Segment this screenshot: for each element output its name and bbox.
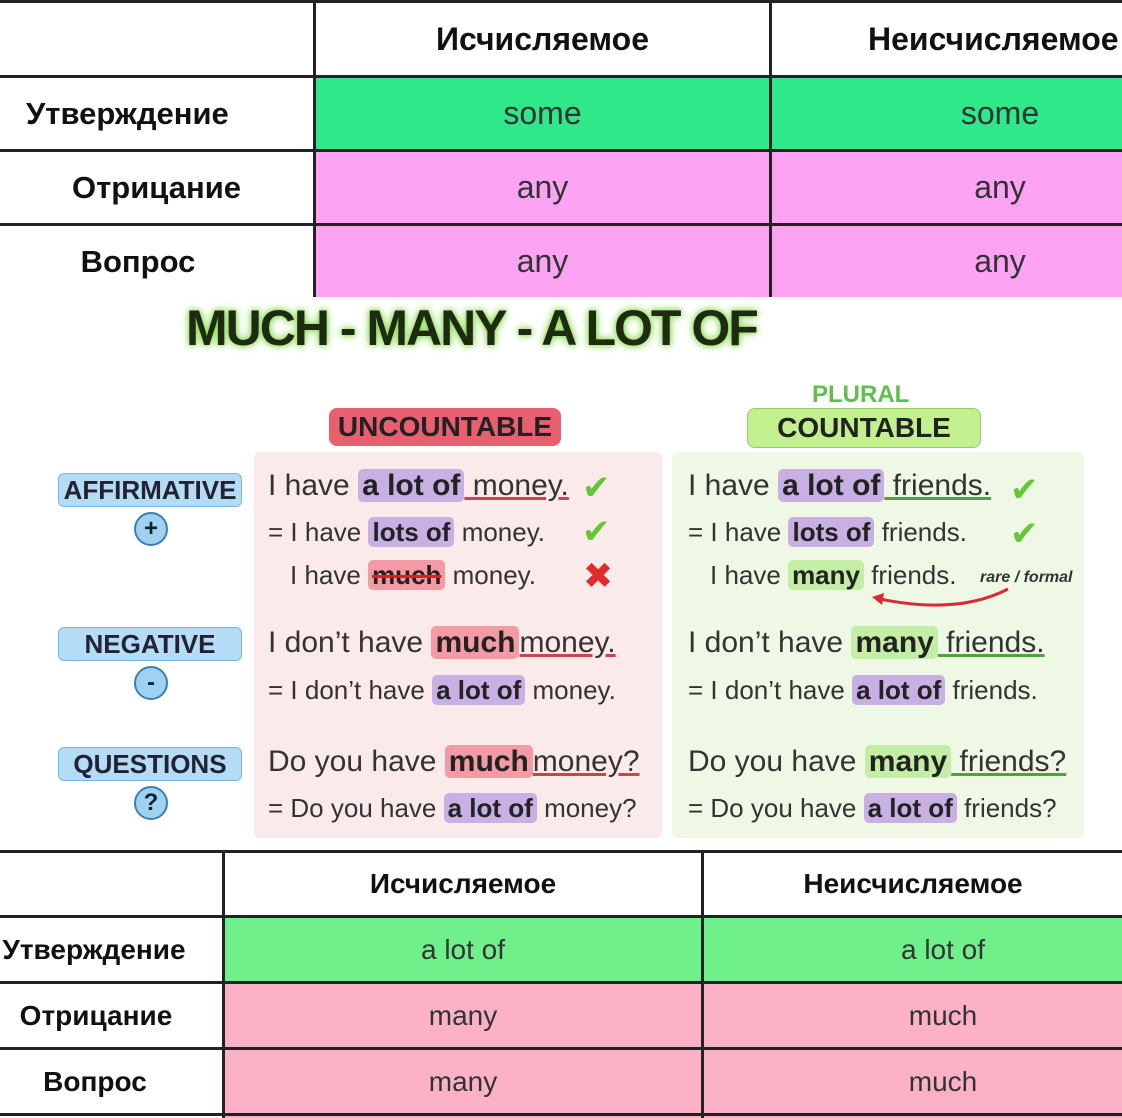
countable-affirmative-3: I have many friends. [710,560,957,590]
top-table [0,0,1122,297]
bottom-cell-affirmative-uncountable: a lot of [900,933,986,965]
uncountable-affirmative-2: = I have lots of money. [268,517,546,547]
minus-icon: - [134,666,168,700]
bottom-header-countable: Исчисляемое [369,868,557,899]
uncountable-affirmative-1: I have a lot of money. [268,469,569,502]
uncountable-tag: UNCOUNTABLE [329,408,561,446]
top-cell-negative-uncountable: any [974,169,1026,205]
uncountable-negative-1: I don’t have much money. [268,626,616,659]
countable-affirmative-1: I have a lot of friends. [688,469,992,502]
countable-negative-1: I don’t have many friends. [688,626,1045,659]
rare-formal-note: rare / formal [980,569,1073,586]
top-row-label-question: Вопрос [80,243,196,279]
plus-icon: + [134,512,168,546]
infographic-title: MUCH - MANY - A LOT OF [186,300,757,356]
top-row-label-negative: Отрицание [72,169,241,205]
top-cell-question-countable: any [516,243,569,279]
top-cell-question-uncountable: any [974,243,1026,279]
uncountable-question-2: = Do you have a lot of money? [268,793,637,823]
top-header-countable: Исчисляемое [436,20,649,57]
uncountable-negative-2: = I don’t have a lot of money. [268,675,616,705]
cross-icon: ✖ [583,555,614,596]
top-cell-affirmative-uncountable: some [960,95,1040,131]
check-icon: ✔ [1010,515,1039,553]
bottom-row-label-question: Вопрос [43,1065,147,1097]
top-header-uncountable: Неисчисляемое [868,20,1119,57]
check-icon: ✔ [1010,471,1039,509]
bottom-cell-affirmative-countable: a lot of [420,933,506,965]
uncountable-affirmative-3: I have much money. [290,560,536,590]
countable-question-2: = Do you have a lot of friends? [688,793,1057,823]
bottom-table [0,850,1122,1118]
questions-label: QUESTIONS [58,747,242,781]
question-icon: ? [134,786,168,820]
affirmative-label: AFFIRMATIVE [58,473,242,507]
countable-question-1: Do you have many friends? [688,745,1067,778]
bottom-row-label-negative: Отрицание [19,999,173,1031]
bottom-cell-question-uncountable: much [908,1065,978,1097]
top-row-label-affirmative: Утверждение [26,95,229,131]
top-cell-negative-countable: any [516,169,569,205]
bottom-cell-negative-countable: many [428,999,498,1031]
bottom-header-uncountable: Неисчисляемое [803,868,1023,899]
check-icon: ✔ [582,469,611,507]
negative-label: NEGATIVE [58,627,242,661]
check-icon: ✔ [582,513,611,551]
countable-negative-2: = I don’t have a lot of friends. [688,675,1038,705]
top-cell-affirmative-countable: some [503,95,582,131]
uncountable-question-1: Do you have much money? [268,745,640,778]
bottom-cell-negative-uncountable: much [908,999,978,1031]
curved-arrow-icon [868,585,1018,613]
bottom-cell-question-countable: many [428,1065,498,1097]
countable-affirmative-2: = I have lots of friends. [688,517,967,547]
bottom-row-label-affirmative: Утверждение [2,933,186,965]
countable-tag: COUNTABLE [747,408,981,448]
plural-label: PLURAL [812,381,910,408]
